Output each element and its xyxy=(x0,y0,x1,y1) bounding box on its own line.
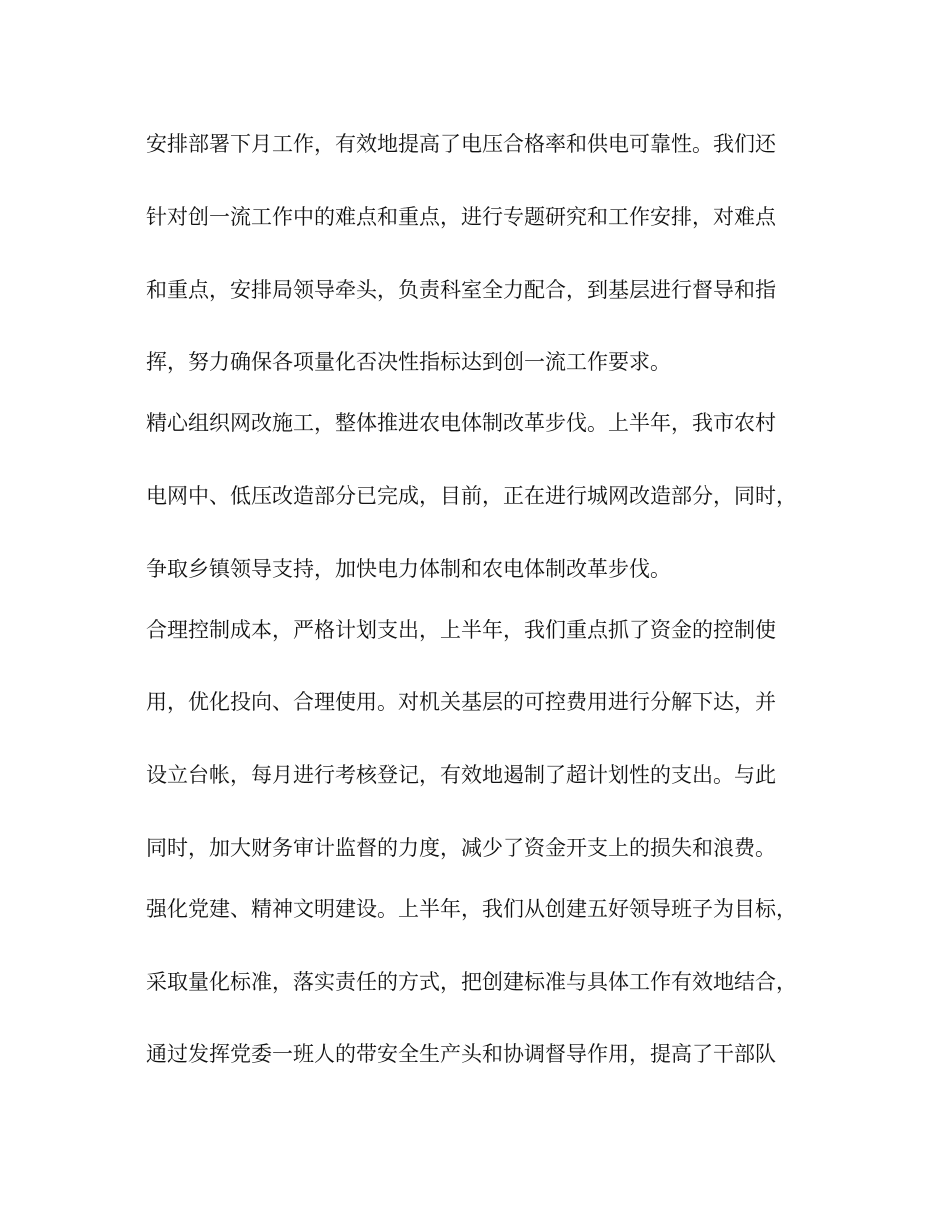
text-line-12: 强化党建、精神文明建设。上半年，我们从创建五好领导班子为目标， xyxy=(146,897,797,921)
text-line-5: 精心组织网改施工，整体推进农电体制改革步伐。上半年，我市农村 xyxy=(146,411,776,435)
text-line-8: 合理控制成本，严格计划支出，上半年，我们重点抓了资金的控制使 xyxy=(146,618,776,642)
text-line-4: 挥，努力确保各项量化否决性指标达到创一流工作要求。 xyxy=(146,350,671,374)
text-line-10: 设立台帐，每月进行考核登记，有效地遏制了超计划性的支出。与此 xyxy=(146,763,776,787)
text-line-7: 争取乡镇领导支持，加快电力体制和农电体制改革步伐。 xyxy=(146,557,671,581)
text-line-2: 针对创一流工作中的难点和重点，进行专题研究和工作安排，对难点 xyxy=(146,205,776,229)
text-line-9: 用，优化投向、合理使用。对机关基层的可控费用进行分解下达，并 xyxy=(146,690,776,714)
text-line-3: 和重点，安排局领导牵头，负责科室全力配合，到基层进行督导和指 xyxy=(146,278,776,302)
text-line-11: 同时，加大财务审计监督的力度，减少了资金开支上的损失和浪费。 xyxy=(146,836,776,860)
text-line-13: 采取量化标准，落实责任的方式，把创建标准与具体工作有效地结合， xyxy=(146,970,797,994)
text-line-14: 通过发挥党委一班人的带安全生产头和协调督导作用，提高了干部队 xyxy=(146,1042,776,1066)
text-line-6: 电网中、低压改造部分已完成，目前，正在进行城网改造部分，同时， xyxy=(146,484,797,508)
text-line-1: 安排部署下月工作，有效地提高了电压合格率和供电可靠性。我们还 xyxy=(146,132,776,156)
